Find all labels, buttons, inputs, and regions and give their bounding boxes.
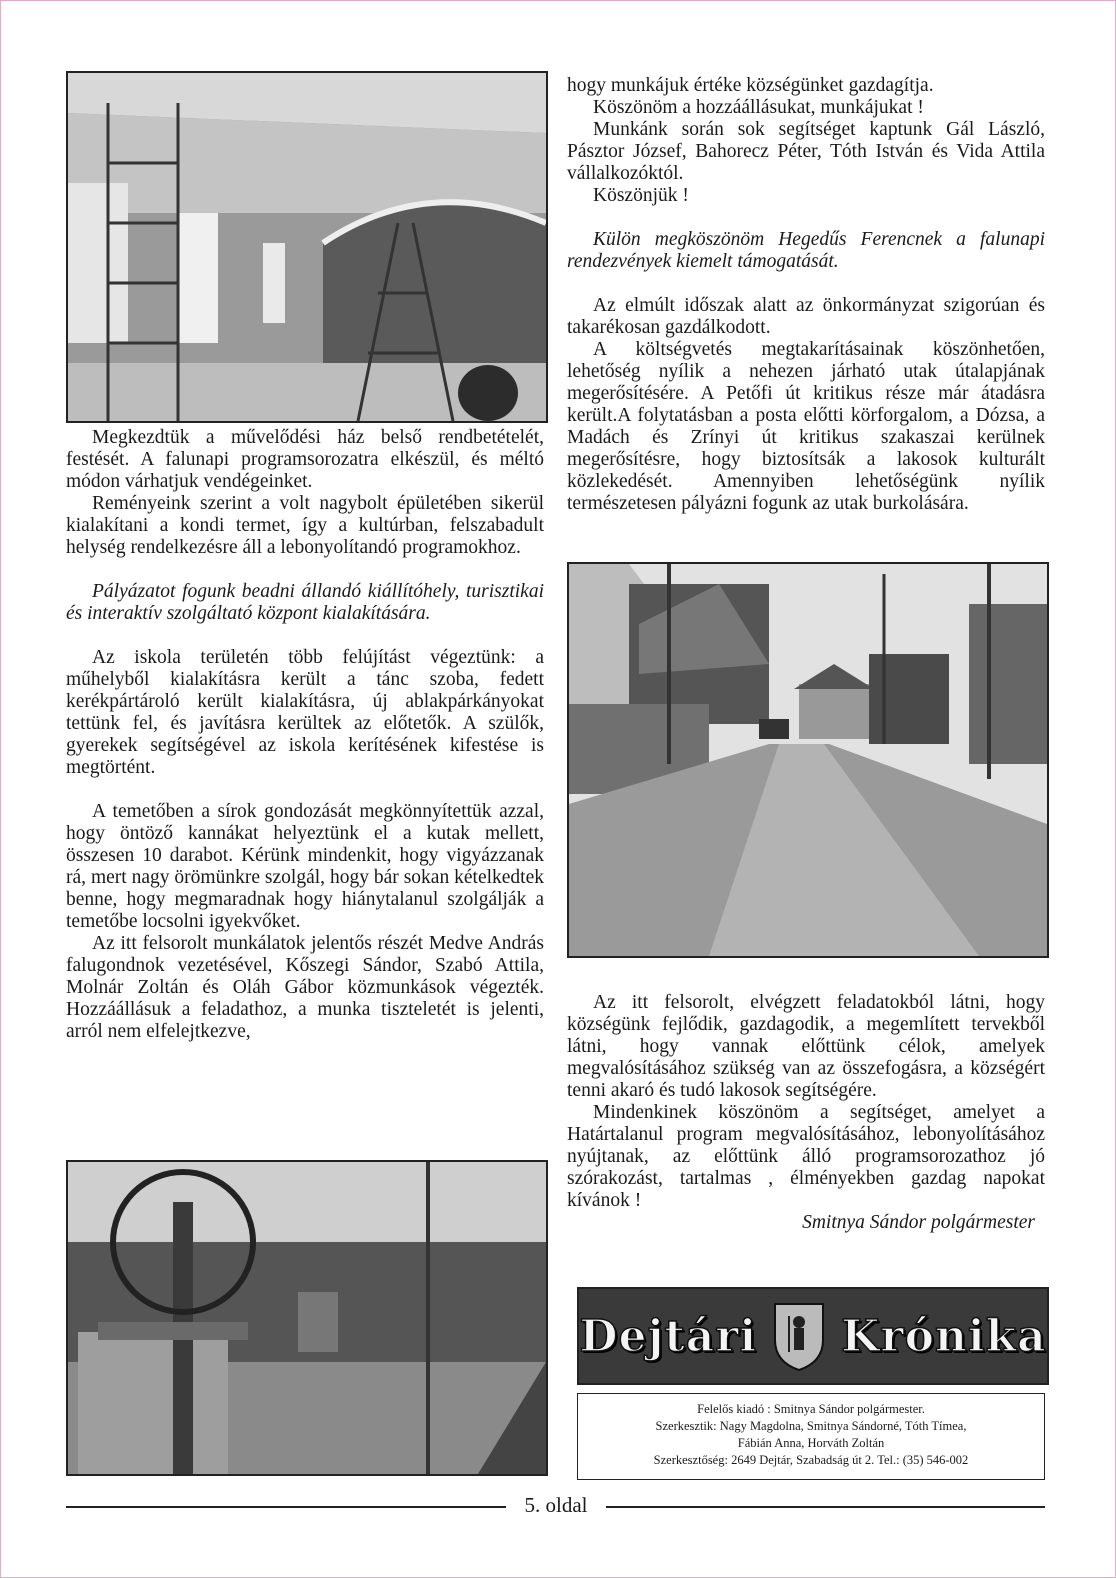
photo-interior-renovation — [66, 71, 548, 423]
masthead-word-right: Krónika — [841, 1310, 1047, 1362]
paragraph: Az iskola területén több felújítást végeztünk: a műhelyből kialakításra került a tánc szoba, fedett kerékpártároló került kialakításra, új ablakpárkányokat tettünk fel, és javításra kerültek az előtetők. A szülők, gyerekek segítségével az iskola kerítésének kifestése is megtörtént. — [66, 647, 544, 778]
paragraph-italic: Pályázatot fogunk beadni állandó kiállítóhely, turisztikai és interaktív szolgáltató központ kialakítására. — [66, 581, 544, 624]
coat-of-arms-icon — [771, 1300, 827, 1372]
paragraph-italic: Külön megköszönöm Hegedűs Ferencnek a falunapi rendezvények kiemelt támogatását. — [567, 229, 1045, 272]
imprint-box — [577, 1393, 1045, 1480]
imprint-editors: Szerkesztik: Nagy Magdolna, Smitnya Sándorné, Tóth Tímea, — [655, 1419, 967, 1433]
paragraph: A temetőben a sírok gondozását megkönnyítettük azzal, hogy öntöző kannákat helyeztünk el a kutak mellett, összesen 10 darabot. Kérünk mindenkit, hogy vigyázzanak rá, mert nagy örömünkre szolgál, hogy bár sokan kételkedtek benne, hogy megmaradnak hogy hiánytalanul szolgálják a temetőbe locsolni igyekvőket. — [66, 801, 544, 932]
masthead-logo — [577, 1287, 1049, 1385]
page-number: 5. oldal — [524, 1493, 588, 1517]
footer-rule-left — [66, 1506, 506, 1508]
paragraph: hogy munkájuk értéke községünket gazdagítja. — [567, 75, 934, 96]
imprint-publisher: Felelős kiadó : Smitnya Sándor polgármester. — [697, 1402, 925, 1416]
paragraph: Munkánk során sok segítséget kaptunk Gál László, Pásztor József, Bahorecz Péter, Tóth István és Vida Attila vállalkozóktól. — [567, 119, 1045, 184]
right-column-text-top — [567, 75, 1045, 515]
left-column-text — [66, 427, 544, 1043]
paragraph: Mindenkinek köszönöm a segítséget, amelyet a Határtalanul program megvalósításához, lebonyolításához nyújtanak, az előttünk álló programsorozathoz jó szórakozást, tartalmas , élményekben gazdag napokat kívánok ! — [567, 1102, 1045, 1211]
right-column-text-bottom — [567, 992, 1045, 1234]
paragraph: Köszönjük ! — [593, 185, 689, 206]
photo-cemetery-well — [66, 1160, 548, 1476]
paragraph: Köszönöm a hozzáállásukat, munkájukat ! — [593, 97, 924, 118]
masthead-word-left: Dejtári — [579, 1310, 758, 1362]
paragraph: Az itt felsorolt munkálatok jelentős részét Medve András falugondnok vezetésével, Kőszegi Sándor, Szabó Attila, Molnár Zoltán és Oláh Gábor közmunkások végezték. Hozzáállásuk a feladathoz, a munka tiszteletét is jelenti, arról nem elfelejtkezve, — [66, 933, 544, 1042]
paragraph: Az elmúlt időszak alatt az önkormányzat szigorúan és takarékosan gazdálkodott. — [567, 295, 1045, 338]
paragraph: Reményeink szerint a volt nagybolt épületében sikerül kialakítani a kondi termet, így a kultúrban, felszabadult helység rendelkezésre áll a lebonyolítandó programokhoz. — [66, 493, 544, 558]
paragraph: A költségvetés megtakarításainak köszönhetően, lehetőség nyílik a nehezen járható utak útalapjának megerősítésére. A Petőfi út kritikus része már átadásra került.A folytatásban a posta előtti körforgalom, a Dózsa, a Madách és Zrínyi út kritikus szakaszai kerülnek megerősítésre, hogy biztosítsák a lakosok kulturált közlekedését. Amennyiben lehetőségünk nyílik természetesen pályázni fogunk az utak burkolására. — [567, 339, 1045, 514]
footer-rule-right — [606, 1506, 1045, 1508]
paragraph: Az itt felsorolt, elvégzett feladatokból látni, hogy községünk fejlődik, gazdagodik, a megemlített tervekből látni, hogy vannak előttünk célok, amelyek megvalósításához szükség van az összefogásra, a községért tenni akaró és tudó lakosok segítségére. — [567, 992, 1045, 1101]
paragraph: Megkezdtük a művelődési ház belső rendbetételét, festését. A falunapi programsorozatra elkészül, és méltó módon várhatjuk vendégeinket. — [66, 427, 544, 492]
photo-street — [567, 562, 1049, 958]
signature: Smitnya Sándor polgármester — [802, 1212, 1035, 1233]
imprint-address: Szerkesztőség: 2649 Dejtár, Szabadság út 2. Tel.: (35) 546-002 — [653, 1453, 969, 1467]
imprint-editors-cont: Fábián Anna, Horváth Zoltán — [737, 1436, 885, 1450]
